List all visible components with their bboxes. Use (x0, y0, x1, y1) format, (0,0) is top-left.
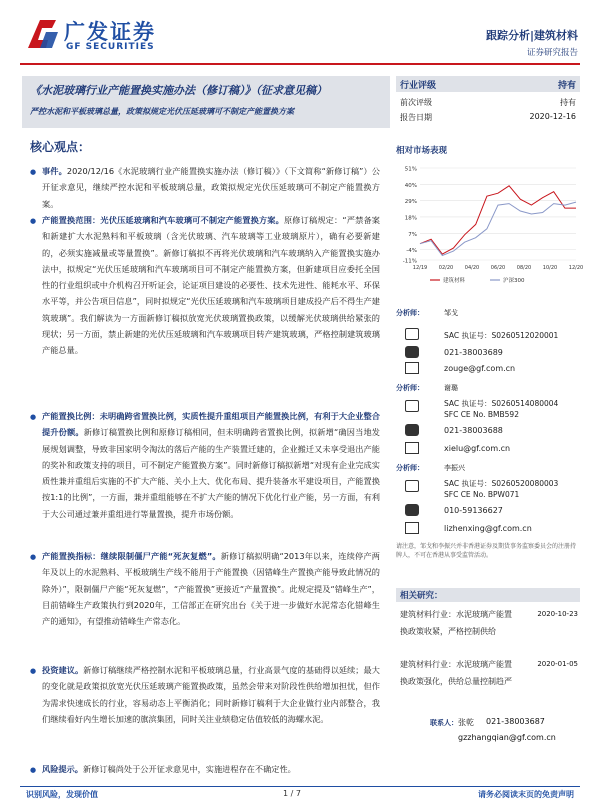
header-divider (20, 63, 580, 65)
x-tick-label: 02/20 (438, 265, 454, 271)
x-tick-label: 04/20 (464, 265, 480, 271)
y-tick-label: 7% (408, 231, 417, 238)
y-tick-label: 51% (404, 166, 417, 173)
report-date-value: 2020-12-16 (529, 112, 576, 121)
para-event: 事件。2020/12/16《水泥玻璃行业产能置换实施办法（修订稿）》（下文简称“新修订稿”）公开征求意见，继续严控水泥和平板玻璃总量，政策拟规定光伏压延玻璃可不制定产能置换方案。 (42, 166, 380, 209)
y-tick-label: 29% (404, 199, 417, 206)
analyst-name: 邹戈 (444, 309, 458, 317)
contact-phone: 021-38003687 (486, 717, 545, 726)
phone-icon (405, 504, 419, 516)
bullet-icon: ● (30, 667, 37, 675)
para-advice: 投资建议。新修订稿继续严格控制水泥和平板玻璃总量，行业高景气度的基础得以延续；最大的变化就是政策拟放宽光伏压延玻璃产能置换政策，虽然会带来对阶段性供给增加担忧，但作为需求快速成长的行业，容易动态上平衡消化；同时新修订稿利于大企业做行业内部整合，我们继续看好内生增长加速的旗滨集团，同时关注业绩稳定估值较低的海螺水泥。 (42, 665, 380, 724)
report-subtitle: 严控水泥和平板玻璃总量，政策拟规定光伏压延玻璃可不制定产能置换方案 (30, 107, 294, 116)
para-ratio: 产能置换比例：未明确跨省置换比例，实质性提升重组项目产能置换比例，有利于大企业整合提升份额。新修订稿置换比例和原修订稿相同，但未明确跨省置换比例，拟新增“确因当地发展规划调整，导致非国家明令淘汰的落后产能的生产装置迁建的，企业搬迁又未享受退出产能的奖补和政策支持的项目，可不制定产能置换方案”。同时新修订稿拟新增“对现有企业完成实质性兼并重组后实施的不扩大产能、关小上大、优化布局、提升装备水平建设项目，产能置换按1:1的比例”，一方面，兼并重组能够在不扩大产能的情况下优化行业产能，另一方面，有利于大公司通过兼并重组进行等量置换，提升市场份额。 (42, 411, 380, 519)
id-card-icon (405, 328, 419, 340)
report-date-label: 报告日期 (400, 113, 432, 122)
contact-label: 联系人： (430, 719, 458, 727)
related-item-2[interactable]: 建筑材料行业：水泥玻璃产能置换政策强化，供给总量控制趋严 (400, 660, 512, 686)
related-date-2: 2020-01-05 (537, 660, 578, 668)
x-tick-label: 10/20 (542, 265, 558, 271)
bullet-icon: ● (30, 413, 37, 421)
x-tick-label: 06/20 (490, 265, 506, 271)
email-icon (405, 522, 419, 534)
report-category: 证券研究报告 (526, 48, 578, 58)
email-address[interactable]: lizhenxing@gf.com.cn (444, 524, 532, 533)
bullet-icon: ● (30, 553, 37, 561)
footer-divider (20, 786, 580, 787)
phone-number: 010-59136627 (444, 506, 503, 515)
x-tick-label: 12/20 (568, 265, 584, 271)
bullet-icon: ● (30, 766, 37, 774)
analyst-label: 分析师： (396, 309, 424, 317)
footer-slogan: 识别风险，发现价值 (26, 790, 98, 799)
chart-title: 相对市场表现 (396, 146, 448, 156)
phone-icon (405, 346, 419, 358)
email-address[interactable]: zouge@gf.com.cn (444, 364, 516, 373)
logo (22, 14, 62, 54)
y-tick-label: 18% (404, 215, 417, 222)
analyst-label: 分析师： (396, 464, 424, 472)
phone-number: 021-38003688 (444, 426, 503, 435)
id-card-icon (405, 480, 419, 492)
contact-name: 张乾 (458, 718, 474, 727)
email-icon (405, 442, 419, 454)
sac-number: SAC 执证号：S0260514080004 (444, 399, 559, 408)
prev-rating-label: 前次评级 (400, 98, 432, 107)
prev-rating-value: 持有 (560, 98, 576, 107)
analyst-name: 李振兴 (444, 464, 465, 472)
id-card-icon (405, 400, 419, 412)
email-address[interactable]: xielu@gf.com.cn (444, 444, 511, 453)
y-tick-label: -4% (406, 248, 417, 255)
sac-number: SAC 执证号：S0260512020001 (444, 331, 559, 340)
phone-number: 021-38003689 (444, 348, 503, 357)
series-line (420, 186, 576, 254)
bullet-icon: ● (30, 168, 37, 176)
x-tick-label: 12/19 (412, 265, 428, 271)
phone-icon (405, 424, 419, 436)
series-line (420, 202, 576, 255)
report-type: 跟踪分析|建筑材料 (485, 29, 578, 42)
email-icon (405, 362, 419, 374)
core-heading: 核心观点： (30, 140, 91, 154)
related-item-1[interactable]: 建筑材料行业：水泥玻璃产能置换政策收紧，严格控制供给 (400, 610, 512, 636)
footer-disclaimer: 请务必阅读末页的免责声明 (478, 790, 574, 799)
sac-number: SAC 执证号：S0260520080003 (444, 479, 559, 488)
bullet-icon: ● (30, 217, 37, 225)
contact-email[interactable]: gzzhangqian@gf.com.cn (458, 733, 556, 742)
legend-label: 沪深300 (503, 278, 525, 284)
para-risk: 风险提示。新修订稿尚处于公开征求意见中，实施进程存在不确定性。 (42, 764, 296, 774)
relative-performance-chart (396, 160, 584, 290)
rating-value: 持有 (557, 81, 576, 91)
analyst-disclaimer: 请注意，邹戈和李振兴并非香港证券及期货事务监察委员会的注册持牌人，不可在香港从事受监管活动。 (396, 543, 577, 559)
x-tick-label: 08/20 (516, 265, 532, 271)
sfc-number: SFC CE No. BMB592 (444, 410, 519, 419)
related-date-1: 2020-10-23 (537, 610, 578, 618)
page-number: 1 / 7 (283, 789, 301, 798)
brand-name-en: GF SECURITIES (66, 42, 155, 52)
para-scope: 产能置换范围：光伏压延玻璃和汽车玻璃可不制定产能置换方案。原修订稿规定：“严禁备案和新建扩大水泥熟料和平板玻璃（含光伏玻璃、汽车玻璃等工业玻璃原片），确有必要新建的，必须实施减量或等量置换”。新修订稿拟不再将光伏玻璃和汽车玻璃纳入产能置换实施办法中，拟规定“光伏压延玻璃和汽车玻璃项目可不制定产能置换方案，但新建项目应委托全国性的行业组织或中介机构召开听证会，论证项目建设的必要性、技术先进性、能耗水平、环保水平等，并公告项目信息”，同时拟规定“光伏压延玻璃和汽车玻璃项目建成投产后不得生产建筑玻璃”。我们解读为一方面新修订稿拟放宽光伏玻璃置换政策，以缓解光伏玻璃供给紧张的现状；另一方面，禁止新建的光伏压延玻璃和汽车玻璃项目转产建筑玻璃，严格控制建筑玻璃产能总量。 (42, 215, 380, 356)
para-indicator: 产能置换指标：继续限制僵尸产能“死灰复燃”。新修订稿拟明确“2013年以来，连续停产两年及以上的水泥熟料、平板玻璃生产线不能用于产能置换（因错峰生产置换产能导致此情况的除外）”，限制僵尸产能“死灰复燃”，“产能置换”更接近“产量置换”。此规定提及“错峰生产”，目前错峰生产政策执行到2020年，工信部正在研究出台《关于进一步做好水泥常态化错峰生产的通知》，有望推动错峰生产常态化。 (42, 551, 380, 627)
y-tick-label: 40% (404, 182, 417, 189)
analyst-name: 谢璐 (444, 384, 458, 392)
report-title: 《水泥玻璃行业产能置换实施办法（修订稿）》（征求意见稿） (30, 84, 327, 97)
y-tick-label: -11% (402, 258, 417, 265)
sfc-number: SFC CE No. BPW071 (444, 490, 520, 499)
brand-name-cn: 广发证券 (64, 20, 156, 44)
related-title: 相关研究： (400, 591, 443, 601)
legend-label: 建筑材料 (443, 278, 466, 284)
rating-label: 行业评级 (400, 81, 437, 91)
analyst-label: 分析师： (396, 384, 424, 392)
